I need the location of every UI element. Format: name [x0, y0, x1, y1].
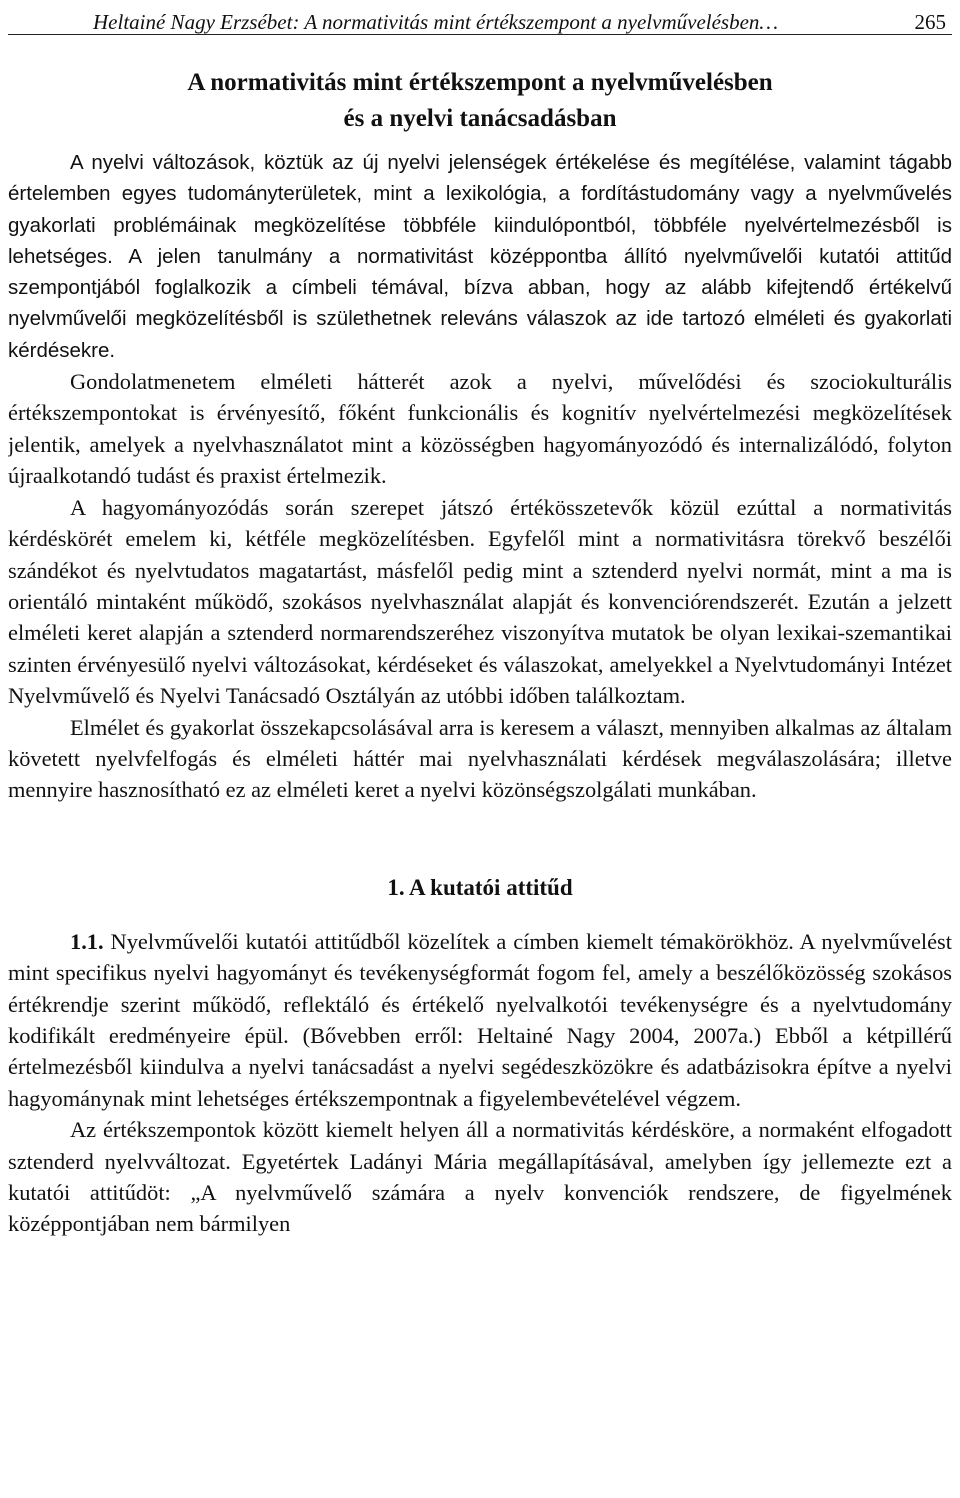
page-number: 265: [914, 10, 946, 34]
subsection-paragraph-2: Az értékszempontok között kiemelt helyen áll a normativitás kérdésköre, a normaként elfogadott sztenderd nyelvváltozat. Egyetértek Ladányi Mária megállapításával, amelyben így jellemezte ezt a kutatói attitűdöt: „A nyelvművelő számára a nyelv konvenciók rendszere, de figyelmének középpontjában nem bármilyen: [8, 1117, 952, 1237]
intro-paragraph-1: Gondolatmenetem elméleti hátterét azok a nyelvi, művelődési és szociokulturális értékszempontokat is érvényesítő, főként funkcionális és kognitív nyelvértelmezési megközelítések jelentik, amelyek a nyelvhasználatot mint a közösségben hagyományozódó és internalizálódó, folyton újraalkotandó tudást és praxist értelmezik.: [8, 369, 952, 489]
abstract: A nyelvi változások, köztük az új nyelvi jelenségek értékelése és megítélése, valamint tágabb értelemben egyes tudományterületek, mint a lexikológia, a fordítástudomány vagy a nyelvművelés gyakorlati problémáinak megközelítése többféle kiindulópontból, többféle nyelvértelmezésből is lehetséges. A jelen tanulmány a normativitást középpontba állító nyelvművelői kutatói attitűd szempontjából foglalkozik a címbeli témával, bízva abban, hogy az alább kifejtendő értékelvű nyelvművelői megközelítésből is születhetnek releváns válaszok az ide tartozó elméleti és gyakorlati kérdésekre.: [8, 151, 952, 362]
running-header: [8, 4, 952, 35]
running-title: Heltainé Nagy Erzsébet: A normativitás mint értékszempont a nyelvművelésben…: [93, 10, 779, 34]
subsection-number: 1.1.: [70, 928, 104, 954]
document-title: [8, 65, 952, 137]
section-heading: 1. A kutatói attitűd: [387, 874, 573, 900]
document-page: [8, 0, 952, 1498]
title-line-1: A normativitás mint értékszempont a nyelvművelésben: [187, 69, 773, 96]
subsection-paragraph-1: [8, 926, 952, 1114]
intro-paragraph-3: Elmélet és gyakorlat összekapcsolásával arra is keresem a választ, mennyiben alkalmas az általam követett nyelvfelfogás és elméleti háttér mai nyelvhasználati kérdések megválaszolására; illetve mennyire hasznosítható ez az elméleti keret a nyelvi közönségszolgálati munkában.: [8, 714, 952, 803]
title-line-2: és a nyelvi tanácsadásban: [343, 105, 617, 132]
intro-paragraph-2: A hagyományozódás során szerepet játszó értékösszetevők közül ezúttal a normativitás kérdéskörét emelem ki, kétféle megközelítésben. Egyfelől mint a normativitásra törekvő beszélői szándékot és nyelvtudatos magatartást, másfelől pedig mint a sztenderd nyelvi normát, mint a ma is orientáló mintaként működő, szokásos nyelvhasználat alapját és konvenciórendszerét. Ezután a jelzett elméleti keret alapján a sztenderd normarendszeréhez viszonyítva mutatok be olyan lexikai-szemantikai szinten érvényesülő nyelvi változásokat, kérdéseket és válaszokat, amelyekkel a Nyelvtudományi Intézet Nyelvművelő és Nyelvi Tanácsadó Osztályán az utóbbi időben találkoztam.: [8, 494, 952, 709]
subsection-paragraph-1-text: Nyelvművelői kutatói attitűdből közelítek a címben kiemelt témakörökhöz. A nyelvművelést mint specifikus nyelvi hagyományt és tevékenységformát fogom fel, amely a beszélőközösség szokásos értékrendje szerint működő, reflektáló és értékelő nyelvalkotói tevékenységre és a nyelvtudomány kodifikált eredményeire épül. (Bővebben erről: Heltainé Nagy 2004, 2007a.) Ebből a kétpillérű értelmezésből kiindulva a nyelvi tanácsadást a nyelvi segédeszközökre és adatbázisokra építve a nyelvi hagyománynak mint lehetséges értékszempontnak a figyelembevételével végzem.: [8, 928, 952, 1111]
